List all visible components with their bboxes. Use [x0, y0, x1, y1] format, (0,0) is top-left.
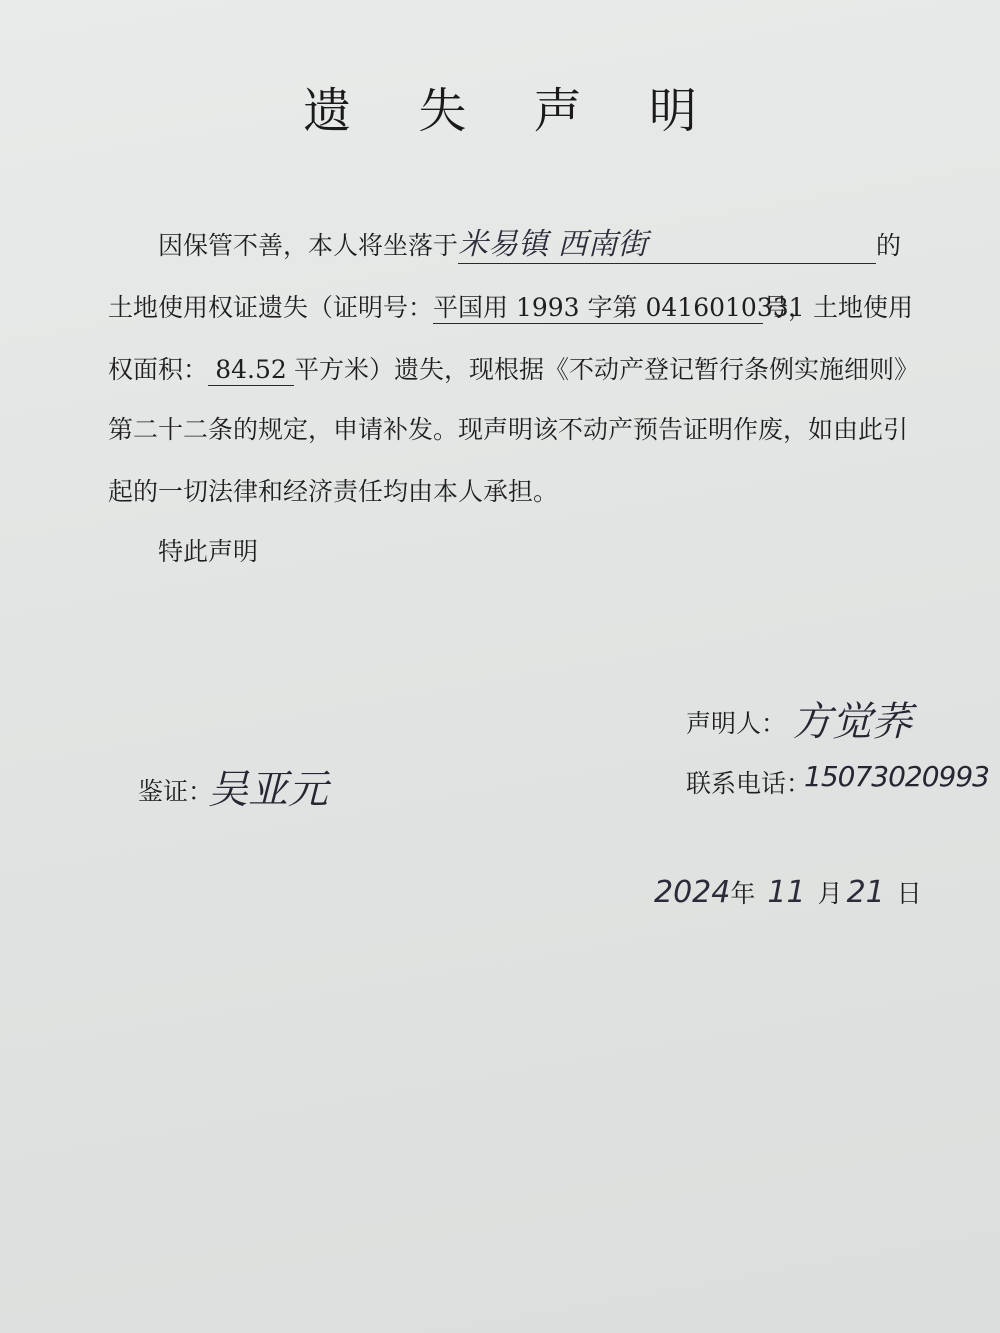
line3-suffix: 平方米）遗失，现根据《不动产登记暂行条例实施细则》 [294, 355, 920, 384]
location-handwritten: 米易镇 西南街 [458, 228, 876, 264]
phone-label: 联系电话： [686, 769, 812, 798]
witness-signature: 吴亚元 [208, 767, 328, 813]
line1-prefix: 因保管不善，本人将坐落于 [158, 231, 459, 260]
paragraph-line-5: 起的一切法律和经济责任均由本人承担。 [108, 477, 559, 506]
paragraph-line-1 [158, 226, 901, 264]
date-month: 11 [767, 875, 806, 910]
declarant-label: 声明人： [686, 709, 787, 738]
closing-statement: 特此声明 [158, 537, 259, 566]
declarant-signature: 方觉荞 [792, 699, 912, 745]
date-day: 21 [846, 875, 885, 910]
paragraph-line-3 [108, 350, 919, 386]
area-value: 84.52 [208, 356, 294, 386]
date-year: 2024 [654, 875, 731, 910]
phone-handwritten: 15073020993 [804, 760, 989, 793]
date-day-char: 日 [896, 879, 922, 908]
witness-label: 鉴证： [138, 777, 214, 806]
line2-prefix: 土地使用权证遗失（证明号： [108, 293, 434, 322]
date-month-char: 月 [817, 879, 843, 908]
date-line [654, 874, 922, 910]
line2-suffix: 号，土地使用 [763, 293, 914, 322]
paragraph-line-2 [108, 288, 913, 324]
line1-suffix: 的 [876, 231, 902, 260]
paragraph-line-4: 第二十二条的规定，申请补发。现声明该不动产预告证明作废，如由此引 [108, 415, 909, 444]
date-year-char: 年 [730, 879, 756, 908]
line3-prefix: 权面积： [108, 355, 209, 384]
certificate-number: 平国用 1993 字第 0416010331 [433, 293, 805, 322]
document-title: 遗 失 声 明 [303, 83, 723, 139]
